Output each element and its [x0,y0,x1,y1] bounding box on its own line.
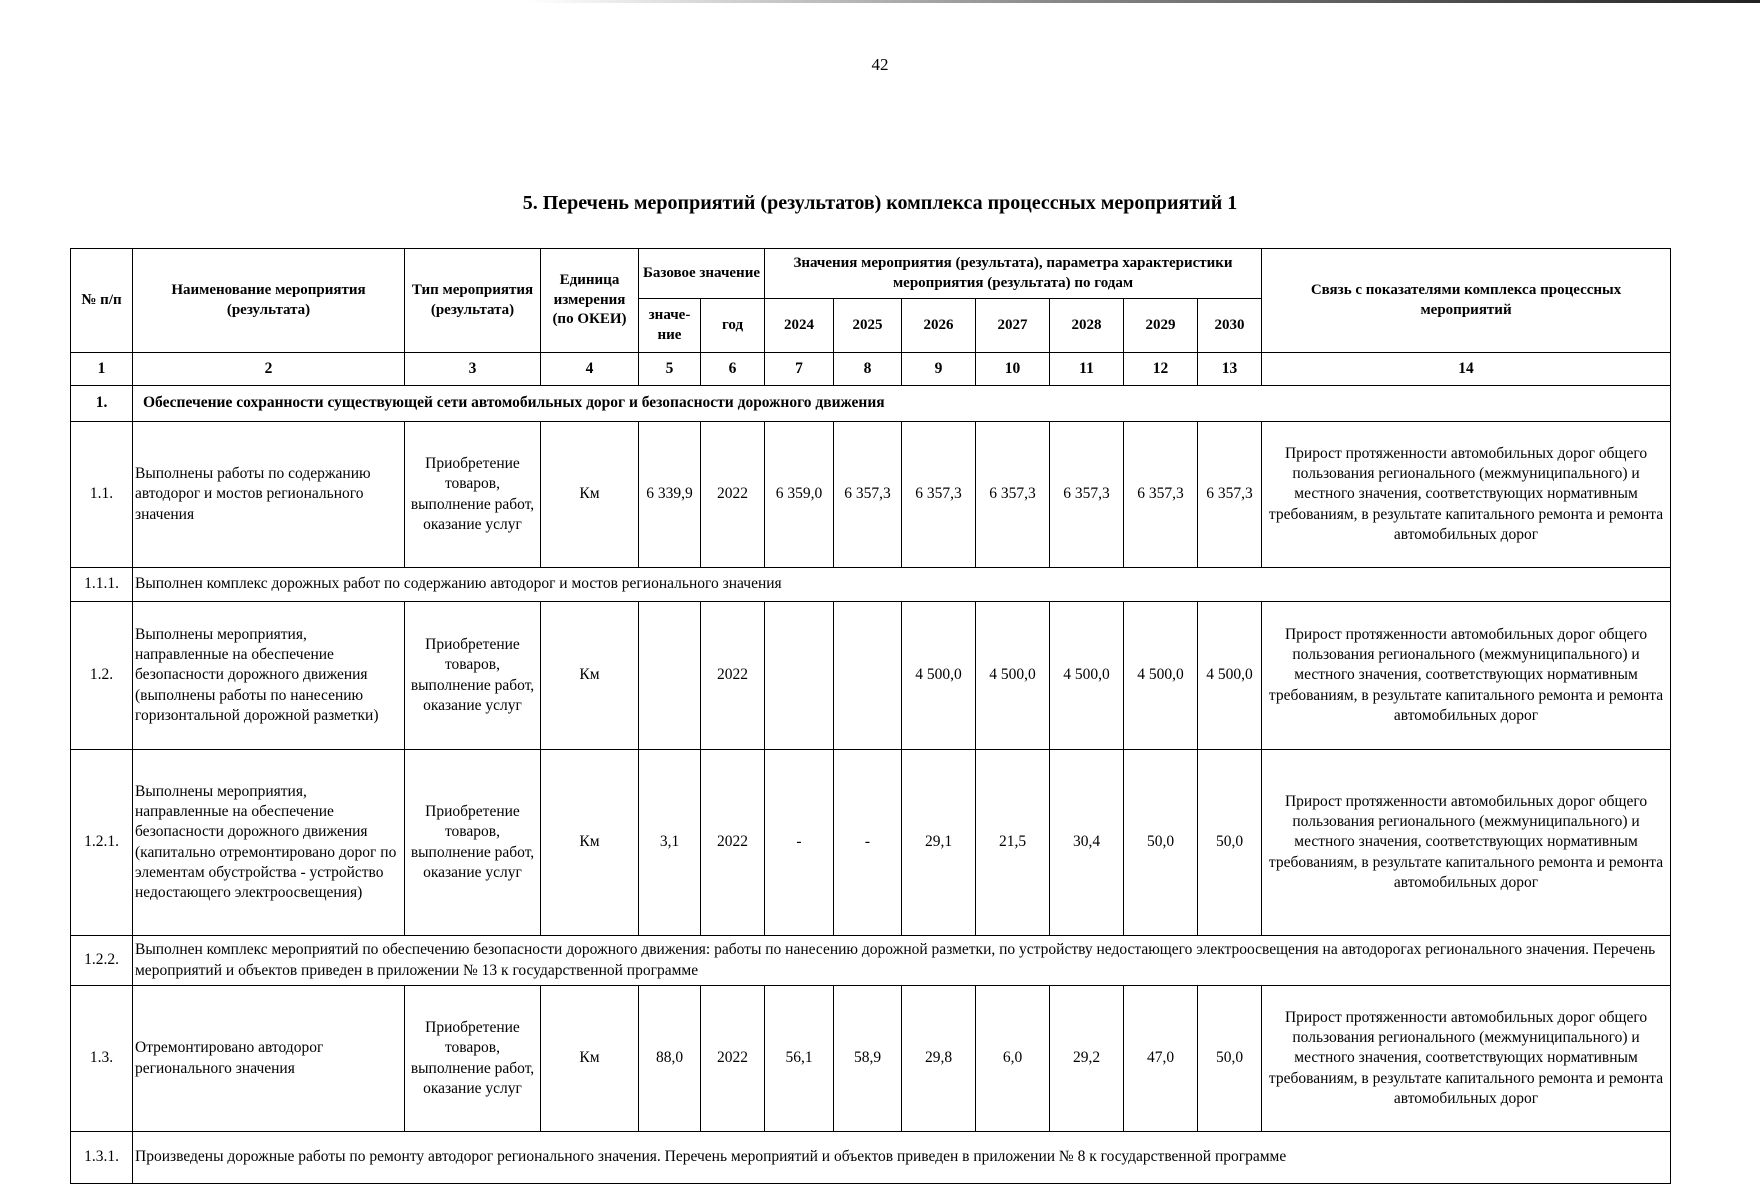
row-value: 6 357,3 [902,422,976,568]
row-value: - [834,750,902,936]
row-link: Прирост протяженности автомобильных дорог общего пользования регионального (межмуниципального) и местного значения, соответствующих нормативным требованиям, в результате капитального ремонта и ремонта автомобильных дорог [1262,750,1671,936]
row-note: Произведены дорожные работы по ремонту автодорог регионального значения. Перечень мероприятий и объектов приведен в приложении № 8 к государственной программе [133,1132,1671,1184]
row-name: Выполнены мероприятия, направленные на обеспечение безопасности дорожного движения (капитально отремонтировано дорог по элементам обустройства - устройство недостающего электроосвещения) [133,750,405,936]
row-value [765,602,834,750]
measures-table [70,248,1671,1184]
column-number: 13 [1198,353,1262,386]
row-value [834,602,902,750]
header-num: № п/п [71,249,133,353]
row-value: 50,0 [1198,986,1262,1132]
column-number: 7 [765,353,834,386]
column-number: 6 [701,353,765,386]
table-row [71,568,1671,602]
column-number-row [71,353,1671,386]
row-value: 29,1 [902,750,976,936]
row-note: Выполнен комплекс мероприятий по обеспечению безопасности дорожного движения: работы по нанесению дорожной разметки, по устройству недостающего электроосвещения на автодорогах регионального значения. Перечень мероприятий и объектов приведен в приложении № 13 к государственной программе [133,936,1671,986]
header-base-year: год [701,299,765,353]
table-row [71,602,1671,750]
row-type: Приобретение товаров, выполнение работ, оказание услуг [405,422,541,568]
header-year: 2027 [976,299,1050,353]
row-num: 1.2.2. [71,936,133,986]
header-link: Связь с показателями комплекса процессных мероприятий [1262,249,1671,353]
row-num: 1.2.1. [71,750,133,936]
header-unit: Единица измерения (по ОКЕИ) [541,249,639,353]
row-base-value [639,602,701,750]
row-unit: Км [541,750,639,936]
header-year: 2028 [1050,299,1124,353]
row-name: Выполнены мероприятия, направленные на обеспечение безопасности дорожного движения (выполнены работы по нанесению горизонтальной дорожной разметки) [133,602,405,750]
header-year: 2029 [1124,299,1198,353]
table-row [71,936,1671,986]
column-number: 2 [133,353,405,386]
row-base-year: 2022 [701,422,765,568]
row-value: 50,0 [1198,750,1262,936]
row-unit: Км [541,986,639,1132]
row-name: Выполнены работы по содержанию автодорог и мостов регионального значения [133,422,405,568]
row-num: 1.1. [71,422,133,568]
section-title: Обеспечение сохранности существующей сети автомобильных дорог и безопасности дорожного движения [133,386,1671,422]
row-value: 30,4 [1050,750,1124,936]
row-value: 50,0 [1124,750,1198,936]
header-year: 2030 [1198,299,1262,353]
scan-edge [0,0,1760,3]
row-value: 6 359,0 [765,422,834,568]
table-row [71,986,1671,1132]
row-base-year: 2022 [701,602,765,750]
row-value: 4 500,0 [1124,602,1198,750]
header-year: 2025 [834,299,902,353]
header-base: Базовое значение [639,249,765,299]
row-link: Прирост протяженности автомобильных дорог общего пользования регионального (межмуниципального) и местного значения, соответствующих нормативным требованиям, в результате капитального ремонта и ремонта автомобильных дорог [1262,602,1671,750]
header-type: Тип мероприятия (результата) [405,249,541,353]
column-number: 4 [541,353,639,386]
row-num: 1.1.1. [71,568,133,602]
row-value: 4 500,0 [1050,602,1124,750]
row-value: 4 500,0 [902,602,976,750]
row-value: 6 357,3 [1050,422,1124,568]
header-year: 2024 [765,299,834,353]
page-number: 42 [871,55,889,74]
section-num: 1. [71,386,133,422]
row-value: 6,0 [976,986,1050,1132]
table-row [71,422,1671,568]
row-base-year: 2022 [701,750,765,936]
row-base-value: 3,1 [639,750,701,936]
table-header [71,249,1671,353]
column-number: 8 [834,353,902,386]
row-value: 6 357,3 [1198,422,1262,568]
row-value: 29,8 [902,986,976,1132]
row-num: 1.2. [71,602,133,750]
row-value: 29,2 [1050,986,1124,1132]
section-row [71,386,1671,422]
column-number: 9 [902,353,976,386]
row-num: 1.3.1. [71,1132,133,1184]
row-base-value: 6 339,9 [639,422,701,568]
column-number: 11 [1050,353,1124,386]
row-value: 6 357,3 [976,422,1050,568]
row-unit: Км [541,602,639,750]
row-value: 56,1 [765,986,834,1132]
column-number: 10 [976,353,1050,386]
row-name: Отремонтировано автодорог регионального значения [133,986,405,1132]
row-value: 4 500,0 [1198,602,1262,750]
row-base-year: 2022 [701,986,765,1132]
table-row [71,750,1671,936]
row-value: 21,5 [976,750,1050,936]
document-title: 5. Перечень мероприятий (результатов) комплекса процессных мероприятий 1 [522,192,1238,214]
header-base-value: значе-ние [639,299,701,353]
row-base-value: 88,0 [639,986,701,1132]
row-type: Приобретение товаров, выполнение работ, оказание услуг [405,602,541,750]
row-unit: Км [541,422,639,568]
row-note: Выполнен комплекс дорожных работ по содержанию автодорог и мостов регионального значения [133,568,1671,602]
header-values-by-year: Значения мероприятия (результата), параметра характеристики мероприятия (результата) по годам [765,249,1262,299]
row-value: - [765,750,834,936]
header-year: 2026 [902,299,976,353]
row-value: 47,0 [1124,986,1198,1132]
row-link: Прирост протяженности автомобильных дорог общего пользования регионального (межмуниципального) и местного значения, соответствующих нормативным требованиям, в результате капитального ремонта и ремонта автомобильных дорог [1262,986,1671,1132]
column-number: 1 [71,353,133,386]
row-num: 1.3. [71,986,133,1132]
row-value: 4 500,0 [976,602,1050,750]
row-type: Приобретение товаров, выполнение работ, оказание услуг [405,986,541,1132]
header-name: Наименование мероприятия (результата) [133,249,405,353]
row-link: Прирост протяженности автомобильных дорог общего пользования регионального (межмуниципального) и местного значения, соответствующих нормативным требованиям, в результате капитального ремонта и ремонта автомобильных дорог [1262,422,1671,568]
row-value: 6 357,3 [1124,422,1198,568]
column-number: 12 [1124,353,1198,386]
row-type: Приобретение товаров, выполнение работ, оказание услуг [405,750,541,936]
table-row [71,1132,1671,1184]
row-value: 6 357,3 [834,422,902,568]
row-value: 58,9 [834,986,902,1132]
column-number: 3 [405,353,541,386]
column-number: 5 [639,353,701,386]
column-number: 14 [1262,353,1671,386]
